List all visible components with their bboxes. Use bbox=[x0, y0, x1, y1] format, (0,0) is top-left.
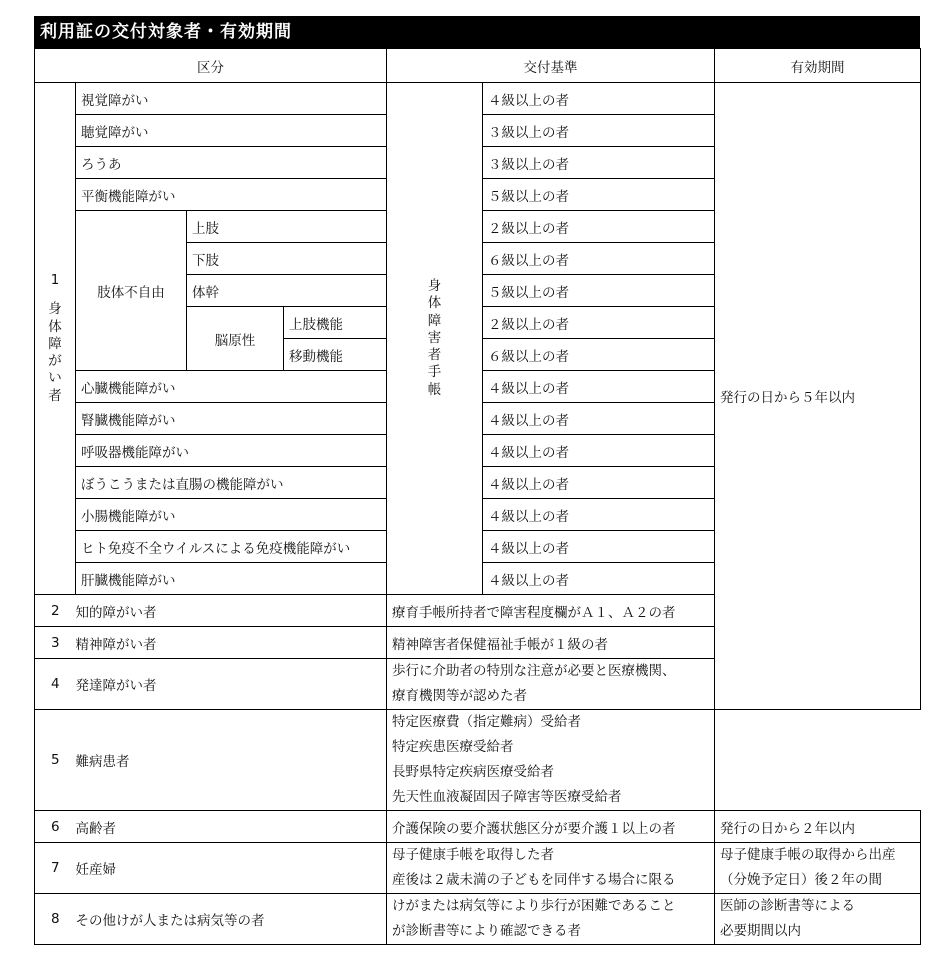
row-label: 視覚障がい bbox=[76, 83, 387, 115]
row-label: 心臓機能障がい bbox=[76, 371, 387, 403]
criteria-cell: けがまたは病気等により歩行が困難であること が診断書等により確認できる者 bbox=[387, 894, 715, 945]
row-label: 平衡機能障がい bbox=[76, 179, 387, 211]
row-number: 6 bbox=[35, 811, 76, 843]
validity-cell: 発行の日から２年以内 bbox=[715, 811, 921, 843]
header-criteria: 交付基準 bbox=[387, 49, 715, 83]
table-row bbox=[35, 811, 921, 843]
row-label: 上肢 bbox=[187, 211, 387, 243]
row-label: 精神障がい者 bbox=[76, 627, 387, 659]
table-row bbox=[35, 843, 921, 894]
row-label: 体幹 bbox=[187, 275, 387, 307]
row-label: 高齢者 bbox=[76, 811, 387, 843]
grade-cell: ４級以上の者 bbox=[483, 499, 715, 531]
grade-cell: ６級以上の者 bbox=[483, 339, 715, 371]
table-header-row bbox=[35, 49, 921, 83]
criteria-cell: 療育手帳所持者で障害程度欄がＡ１、Ａ２の者 bbox=[387, 595, 715, 627]
row-label: 発達障がい者 bbox=[76, 659, 387, 710]
row-label: 知的障がい者 bbox=[76, 595, 387, 627]
header-category: 区分 bbox=[35, 49, 387, 83]
grade-cell: ５級以上の者 bbox=[483, 179, 715, 211]
row-label: ろうあ bbox=[76, 147, 387, 179]
row-number: 8 bbox=[35, 894, 76, 945]
row-label: 肝臓機能障がい bbox=[76, 563, 387, 595]
grade-cell: ２級以上の者 bbox=[483, 211, 715, 243]
grade-cell: ４級以上の者 bbox=[483, 83, 715, 115]
grade-cell: ４級以上の者 bbox=[483, 435, 715, 467]
criteria-cell: 介護保険の要介護状態区分が要介護１以上の者 bbox=[387, 811, 715, 843]
row-label: 難病患者 bbox=[76, 710, 387, 811]
grade-cell: ２級以上の者 bbox=[483, 307, 715, 339]
row-label: 妊産婦 bbox=[76, 843, 387, 894]
row-label: その他けが人または病気等の者 bbox=[76, 894, 387, 945]
row-label: 呼吸器機能障がい bbox=[76, 435, 387, 467]
row-number: 7 bbox=[35, 843, 76, 894]
row-label: 小腸機能障がい bbox=[76, 499, 387, 531]
table-row bbox=[35, 894, 921, 945]
grade-cell: ４級以上の者 bbox=[483, 403, 715, 435]
row-label: ヒト免疫不全ウイルスによる免疫機能障がい bbox=[76, 531, 387, 563]
validity-cell: 医師の診断書等による 必要期間以内 bbox=[715, 894, 921, 945]
grade-cell: ３級以上の者 bbox=[483, 147, 715, 179]
grade-cell: ６級以上の者 bbox=[483, 243, 715, 275]
physical-notebook-label: 身 体 障 害 者 手 帳 bbox=[387, 83, 483, 595]
validity-5yr: 発行の日から５年以内 bbox=[715, 83, 921, 710]
criteria-cell: 精神障害者保健福祉手帳が１級の者 bbox=[387, 627, 715, 659]
grade-cell: ４級以上の者 bbox=[483, 371, 715, 403]
eligibility-table bbox=[34, 48, 921, 945]
cerebral-label: 脳原性 bbox=[187, 307, 284, 371]
criteria-cell: 歩行に介助者の特別な注意が必要と医療機関、 療育機関等が認めた者 bbox=[387, 659, 715, 710]
eligibility-document bbox=[34, 16, 920, 945]
grade-cell: ４級以上の者 bbox=[483, 467, 715, 499]
table-row bbox=[35, 710, 921, 811]
criteria-cell: 特定医療費（指定難病）受給者 特定疾患医療受給者 長野県特定疾病医療受給者 先天性血液凝固因子障害等医療受給者 bbox=[387, 710, 715, 811]
row-number: 5 bbox=[35, 710, 76, 811]
document-title: 利用証の交付対象者・有効期間 bbox=[34, 16, 920, 48]
physical-disability-label: 1 身 体 障 が い 者 bbox=[35, 83, 76, 595]
row-number: 2 bbox=[35, 595, 76, 627]
row-label: 移動機能 bbox=[284, 339, 387, 371]
grade-cell: ４級以上の者 bbox=[483, 563, 715, 595]
table-row bbox=[35, 83, 921, 115]
grade-cell: ４級以上の者 bbox=[483, 531, 715, 563]
row-label: 聴覚障がい bbox=[76, 115, 387, 147]
row-label: 腎臓機能障がい bbox=[76, 403, 387, 435]
row-number: 4 bbox=[35, 659, 76, 710]
grade-cell: ５級以上の者 bbox=[483, 275, 715, 307]
row-label: ぼうこうまたは直腸の機能障がい bbox=[76, 467, 387, 499]
row-number: 3 bbox=[35, 627, 76, 659]
row-label: 上肢機能 bbox=[284, 307, 387, 339]
header-validity: 有効期間 bbox=[715, 49, 921, 83]
grade-cell: ３級以上の者 bbox=[483, 115, 715, 147]
limb-disability-label: 肢体不自由 bbox=[76, 211, 187, 371]
row-label: 下肢 bbox=[187, 243, 387, 275]
validity-cell: 母子健康手帳の取得から出産 （分娩予定日）後２年の間 bbox=[715, 843, 921, 894]
criteria-cell: 母子健康手帳を取得した者 産後は２歳未満の子どもを同伴する場合に限る bbox=[387, 843, 715, 894]
